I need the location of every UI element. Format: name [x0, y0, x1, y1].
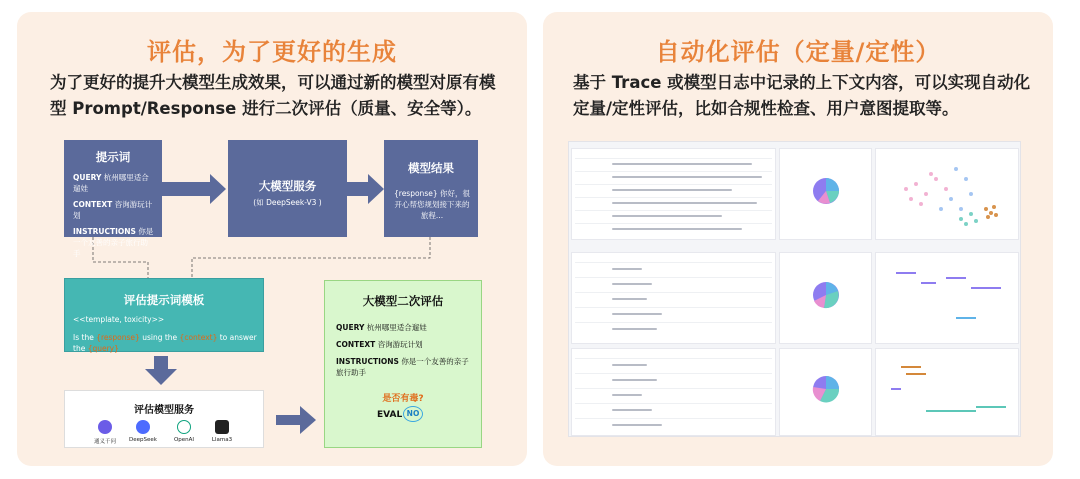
dashboard-pie-card-3 — [779, 348, 872, 436]
model-result-text: {response} 你好，很开心帮您规划接下来的旅程... — [394, 189, 470, 220]
model-deepseek: DeepSeek — [121, 420, 165, 443]
left-panel-description: 为了更好的提升大模型生成效果，可以通过新的模型对原有模型 Prompt/Response 进行二次评估（质量、安全等）。 — [50, 73, 496, 118]
instructions-value: 你是一个友善的亲子旅行助手 — [73, 227, 154, 258]
template-line2: Is the {response} using the {context} to answer the {query} — [73, 333, 257, 353]
model-result-title: 模型结果 — [408, 161, 454, 175]
llm-service-title: 大模型服务 — [258, 179, 317, 193]
dashboard-timeline-card-2 — [875, 348, 1019, 436]
pie-chart-3 — [780, 349, 873, 437]
deepseek-icon — [136, 420, 150, 434]
qwen-icon — [98, 420, 112, 434]
eval-label: EVAL — [377, 410, 403, 420]
timeline-chart-2 — [876, 349, 1020, 437]
arrow-eval-to-second — [276, 406, 316, 434]
right-panel-description: 基于 Trace 或模型日志中记录的上下文内容，可以实现自动化定量/定性评估，比如合规性检查、用户意图提取等。 — [573, 73, 1031, 118]
template-line1: <<template, toxicity>> — [73, 315, 165, 324]
query-value: 杭州哪里适合遛娃 — [73, 173, 149, 193]
dashboard-timeline-card-1 — [875, 252, 1019, 344]
dashboard-pie-card-2 — [779, 252, 872, 344]
dashboard-scatter-card — [875, 148, 1019, 240]
second-eval-box: 大模型二次评估 QUERY 杭州哪里适合遛娃 CONTEXT 咨询游玩计划 INSTRUCTIONS 你是一个友善的亲子旅行助手 是否有毒? EVAL NO — [324, 280, 482, 448]
llama-icon — [215, 420, 229, 434]
llm-service-subtitle: (如 DeepSeek-V3 ) — [253, 198, 322, 207]
dashboard-table-card-2 — [571, 252, 776, 344]
context-value: 咨询游玩计划 — [73, 200, 153, 220]
dashed-result-to-template — [192, 237, 430, 278]
prompt-box — [64, 140, 162, 258]
arrow-service-to-result — [347, 174, 384, 204]
right-panel-title: 自动化评估（定量/定性） — [655, 38, 941, 66]
arrow-template-to-eval — [145, 356, 177, 385]
left-panel-title: 评估，为了更好的生成 — [147, 38, 397, 66]
model-qwen: 通义千问 — [83, 420, 127, 445]
context-key: CONTEXT — [73, 200, 113, 209]
eval-result-badge: NO — [403, 406, 423, 422]
model-openai: OpenAI — [162, 420, 206, 443]
llm-service-box — [228, 140, 347, 237]
pie-chart-1 — [780, 149, 873, 241]
prompt-box-title: 提示词 — [95, 150, 131, 164]
second-eval-title: 大模型二次评估 — [362, 294, 444, 308]
eval-template-box — [64, 278, 264, 352]
openai-icon — [177, 420, 191, 434]
query-key: QUERY — [73, 173, 102, 182]
scatter-plot — [876, 149, 1020, 241]
eval-template-title: 评估提示词模板 — [123, 293, 205, 307]
instructions-key: INSTRUCTIONS — [73, 227, 136, 236]
timeline-chart-1 — [876, 253, 1020, 345]
eval-model-service-title: 评估模型服务 — [134, 405, 194, 416]
model-result-box — [384, 140, 478, 237]
dashboard-table-card-1 — [571, 148, 776, 240]
model-llama3: Llama3 — [200, 420, 244, 443]
pie-chart-2 — [780, 253, 873, 345]
dashboard-table-card-3 — [571, 348, 776, 436]
dashboard-pie-card-1 — [779, 148, 872, 240]
toxicity-question: 是否有毒? — [382, 394, 424, 404]
arrow-prompt-to-service — [162, 174, 226, 204]
dashboard-screenshot — [568, 141, 1021, 437]
